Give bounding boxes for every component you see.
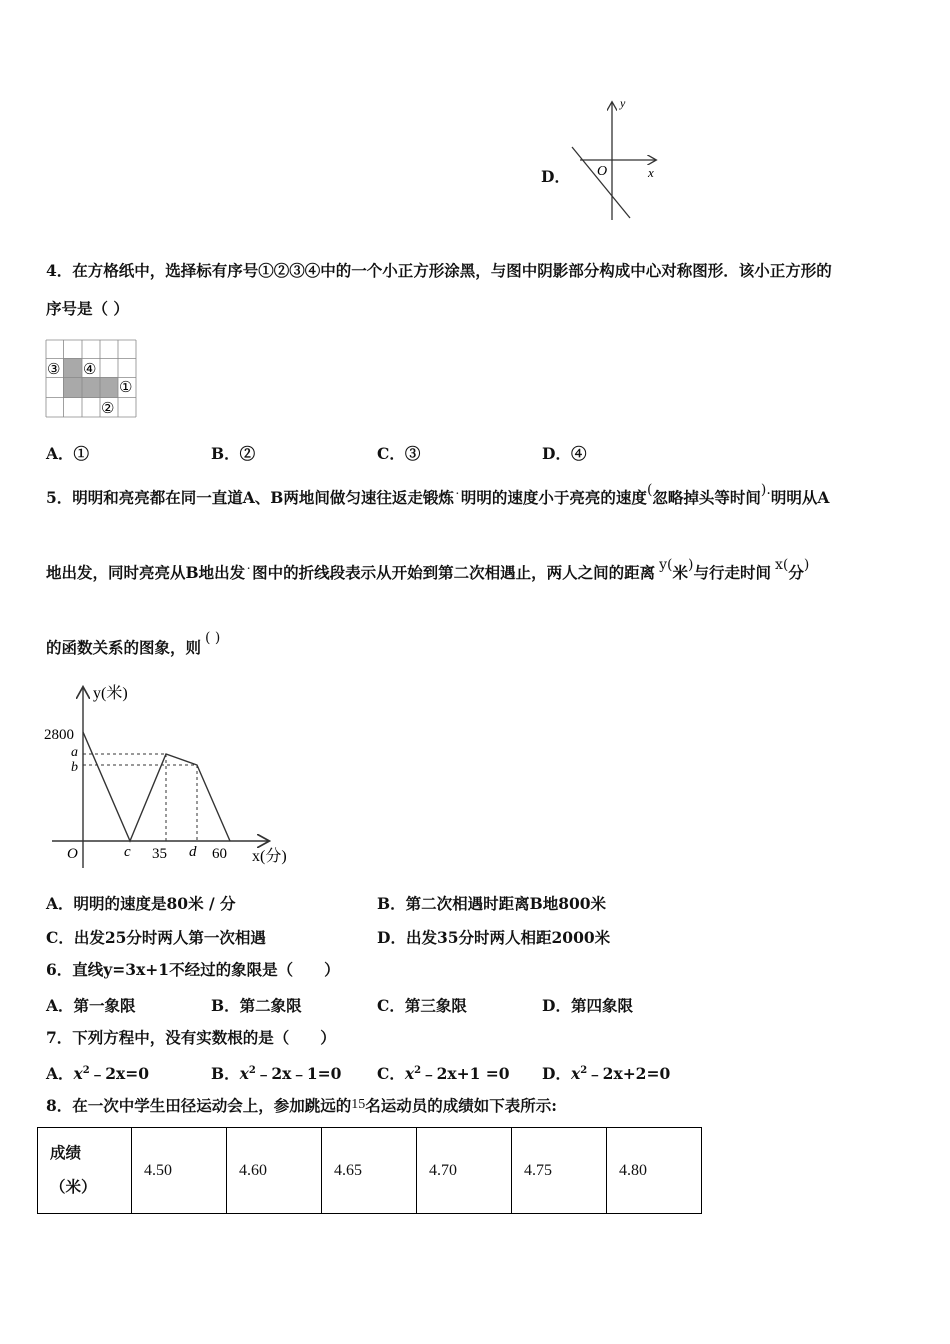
q5-text-line2: 地出发，同时亮亮从B地出发˙图中的折线段表示从开始到第二次相遇止，两人之间的距离 y(米)与行走时间 x(分) xyxy=(46,557,810,582)
q6-option-a[interactable]: A．第一象限 xyxy=(46,996,136,1015)
q7-option-d[interactable]: D．$x^2﹣2x+2=0$ xyxy=(542,1064,671,1083)
x-axis-label: x xyxy=(648,165,654,180)
distance-polyline xyxy=(83,732,230,841)
x-tick-d: d xyxy=(189,844,197,860)
q3-option-d-label[interactable]: D． xyxy=(541,167,570,186)
shaded-cell xyxy=(63,358,82,398)
y-tick-2800: 2800 xyxy=(44,727,74,743)
y-tick-a: a xyxy=(71,745,78,760)
score-cell: 4.60 xyxy=(227,1128,322,1214)
y-axis-label: y(米) xyxy=(93,685,128,702)
grid-mark-1[interactable]: ① xyxy=(119,380,133,396)
q6-option-d[interactable]: D．第四象限 xyxy=(542,996,633,1015)
q4-grid-figure xyxy=(45,339,137,419)
q7-option-a[interactable]: A．$x^2﹣2x=0$ xyxy=(46,1064,150,1083)
q5-text-line3: 的函数关系的图象，则 ( ) xyxy=(46,630,221,657)
q4-option-a[interactable]: A．① xyxy=(46,444,90,463)
q4-option-d[interactable]: D．④ xyxy=(542,444,587,463)
q4-option-b[interactable]: B．② xyxy=(211,444,256,463)
x-tick-origin: O xyxy=(67,846,78,862)
y-axis-label: y xyxy=(620,96,626,110)
q5-text-line1: 5．明明和亮亮都在同一直道A、B两地间做匀速往返走锻炼˙明明的速度小于亮亮的速度(忽略掉头等时间).明明从A xyxy=(46,482,830,507)
q7-option-b[interactable]: B．$x^2﹣2x﹣1=0$ xyxy=(211,1064,342,1083)
score-cell: 4.80 xyxy=(607,1128,702,1214)
q4-text-line1: 4．在方格纸中，选择标有序号①②③④中的一个小正方形涂黑，与图中阴影部分构成中心对称图形．该小正方形的 xyxy=(46,261,832,280)
q7-option-c[interactable]: C．$x^2﹣2x+1 =0$ xyxy=(377,1064,510,1083)
table-row xyxy=(38,1128,702,1214)
x-tick-35: 35 xyxy=(152,846,167,862)
q8-score-table xyxy=(37,1127,702,1214)
q5-option-c[interactable]: C．出发25分时两人第一次相遇 xyxy=(46,928,266,947)
x-tick-c: c xyxy=(124,844,131,860)
q6-option-c[interactable]: C．第三象限 xyxy=(377,996,467,1015)
q6-option-b[interactable]: B．第二象限 xyxy=(211,996,302,1015)
grid-mark-2[interactable]: ② xyxy=(101,401,115,417)
grid-mark-4[interactable]: ④ xyxy=(83,362,97,378)
line-graph xyxy=(572,147,630,218)
q7-text: 7．下列方程中，没有实数根的是（ ） xyxy=(46,1028,336,1047)
y-tick-b: b xyxy=(71,760,78,775)
q5-option-b[interactable]: B．第二次相遇时距离B地800米 xyxy=(377,894,607,913)
dashed-guides xyxy=(83,754,197,841)
q5-option-d[interactable]: D．出发35分时两人相距2000米 xyxy=(377,928,611,947)
score-cell: 4.50 xyxy=(132,1128,227,1214)
x-tick-60: 60 xyxy=(212,846,227,862)
q4-option-c[interactable]: C．③ xyxy=(377,444,421,463)
grid-mark-3[interactable]: ③ xyxy=(47,362,61,378)
origin-label: O xyxy=(597,164,608,179)
score-cell: 4.65 xyxy=(322,1128,417,1214)
q8-text: 8．在一次中学生田径运动会上，参加跳远的15名运动员的成绩如下表所示: xyxy=(46,1096,558,1115)
q6-text: 6．直线y=3x+1不经过的象限是（ ） xyxy=(46,960,340,979)
q4-text-line2: 序号是（ ） xyxy=(46,299,129,318)
q5-option-a[interactable]: A．明明的速度是80米 / 分 xyxy=(46,894,236,913)
score-cell: 4.70 xyxy=(417,1128,512,1214)
score-cell: 4.75 xyxy=(512,1128,607,1214)
q5-distance-time-graph xyxy=(40,680,305,870)
x-axis-label: x(分) xyxy=(252,848,287,865)
table-header-cell: 成绩 （米） xyxy=(38,1128,132,1214)
q3-option-d-graph xyxy=(560,95,670,225)
